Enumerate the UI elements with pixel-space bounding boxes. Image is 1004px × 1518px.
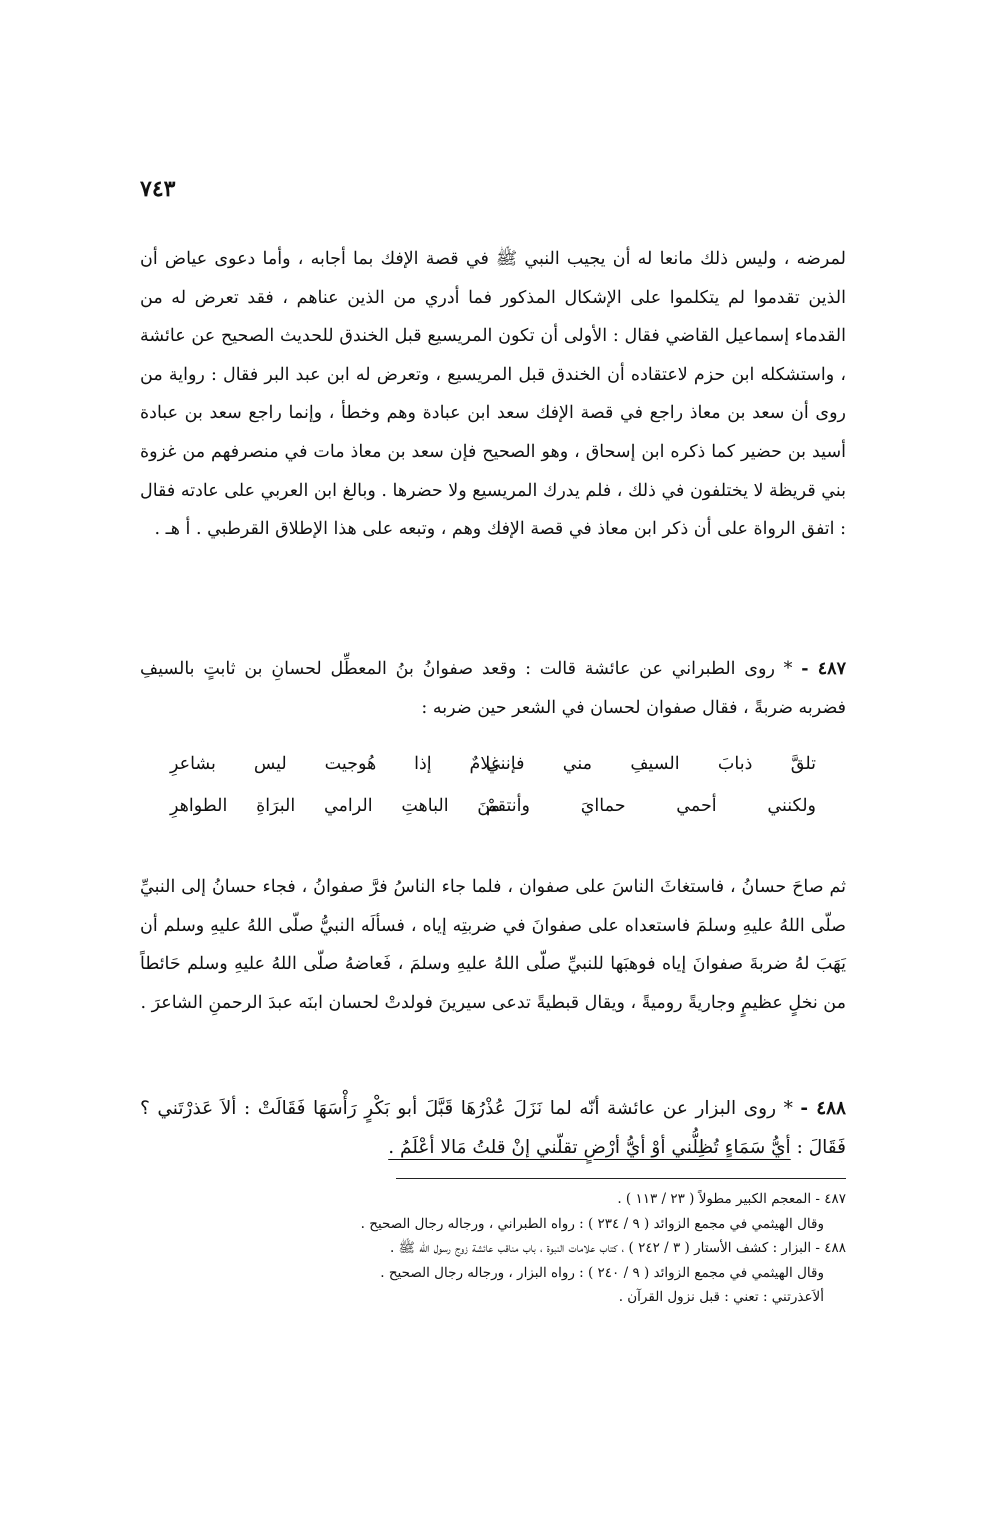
footnotes xyxy=(140,1187,846,1310)
footnote-488: ٤٨٨ - البزار : كشف الأستار ( ٣ / ٢٤٢ ) ، كتاب علامات النبوة ، باب مناقب عائشة زوج رسول الله ﷺ . xyxy=(390,1240,846,1256)
hadith-487-continuation: ثم صاحَ حسانُ ، فاستغاثَ الناسَ على صفوان ، فلما جاء الناسُ فرَّ صفوانُ ، فجاء حسانُ إلى النبيِّ صلّى اللهُ عليهِ وسلمَ فاستعداه على صفوانَ في ضربتِه إياه ، فسألَه النبيُّ صلّى اللهُ عليهِ وسلم أن يَهَبَ لهُ ضربةَ صفوانَ إياه فوهبَها للنبيِّ صلّى اللهُ عليهِ وسلمَ ، فَعاضهُ صلّى اللهُ عليهِ وسلم حَائطاً من نخلٍ عظيمٍ وجاريةً روميةً ، ويقال قبطيةً تدعى سيرينَ فولدتْ لحسان ابنَه عبدَ الرحمنِ الشاعرَ . xyxy=(140,877,846,1013)
footnote-487-note: وقال الهيثمي في مجمع الزوائد ( ٩ / ٢٣٤ ) : رواه الطبراني ، ورجاله رجال الصحيح . xyxy=(360,1215,824,1232)
paragraph-continuation: لمرضه ، وليس ذلك مانعا له أن يجيب النبي ﷺ في قصة الإفك بما أجابه ، وأما دعوى عياض أن الذين تقدموا لم يتكلموا على الإشكال المذكور فما أدري من الذين عناهم ، فقد تعرض له من القدماء إسماعيل القاضي فقال : الأولى أن تكون المريسيع قبل الخندق للحديث الصحيح عن عائشة ، واستشكله ابن حزم لاعتقاده أن الخندق قبل المريسيع ، وتعرض له ابن عبد البر فقال : رواية من روى أن سعد بن معاذ راجع في قصة الإفك سعد ابن عبادة وهم وخطأ ، وإنما راجع سعد بن عبادة أسيد بن حضير كما ذكره ابن إسحاق ، وهو الصحيح فإن سعد بن معاذ مات في منصرفهم من غزوة بني قريظة لا يختلفون في ذلك ، فلم يدرك المريسيع ولا حضرها . وبالغ ابن العربي على عادته فقال : اتفق الرواة على أن ذكر ابن معاذ في قصة الإفك وهم ، وتبعه على هذا الإطلاق القرطبي . أ هـ . xyxy=(140,249,846,540)
footnote-488-note: وقال الهيثمي في مجمع الزوائد ( ٩ / ٢٤٠ ) : رواه البزار ، ورجاله رجال الصحيح . xyxy=(380,1264,824,1281)
verse-1 xyxy=(140,754,846,796)
verse-2-first-hemistich: ولكنني أحمي حماايَ وأنتقمْ xyxy=(486,796,816,816)
hadith-number: ٤٨٧ - xyxy=(801,659,846,679)
verse-1-first-hemistich: تلقَّ ذبابَ السيفِ مني فإنني xyxy=(486,754,816,774)
footnote-separator xyxy=(396,1178,846,1179)
hadith-488-text: * روى البزار عن عائشة أنّه لما نَزَلَ عُذْرُهَا قَبَّلَ أبو بَكْرٍ رَأْسَهَا فَقَالَتْ : ألاَ عَذرْتَني ؟ فَقَالَ : xyxy=(140,1098,846,1158)
footnote-487: ٤٨٧ - المعجم الكبير مطولاً ( ٢٣ / ١١٣ ) . xyxy=(617,1191,846,1207)
hadith-488 xyxy=(140,1090,846,1167)
verse-2-second-hemistich: منَ الباهتِ الرامي البرَاةِ الطواهرِ xyxy=(170,796,500,816)
verse-2 xyxy=(140,796,846,838)
poem-verses xyxy=(140,754,846,838)
verse-1-second-hemistich: غلامٌ إذا هُوجيت ليس بشاعرِ xyxy=(170,754,500,774)
hadith-487-text: * روى الطبراني عن عائشة قالت : وقعد صفوانُ بنُ المعطِّل لحسانِ بن ثابتٍ بالسيفِ فضربه ضربةً ، فقال صفوان لحسان في الشعر حين ضربه : xyxy=(140,659,846,718)
hadith-488-underlined-text: أيُّ سَمَاءٍ تُظِلُّني أوْ أيُّ أرْضٍ تقلّني إنْ قلتُ مَالا أعْلَمُ . xyxy=(388,1136,791,1158)
page-number: ٧٤٣ xyxy=(140,176,176,202)
hadith-number: ٤٨٨ - xyxy=(800,1098,846,1119)
hadith-487-intro xyxy=(140,650,846,727)
footnote-488-gloss: ألاَعذرتني : تعني : قبل نزول القرآن . xyxy=(618,1289,824,1305)
